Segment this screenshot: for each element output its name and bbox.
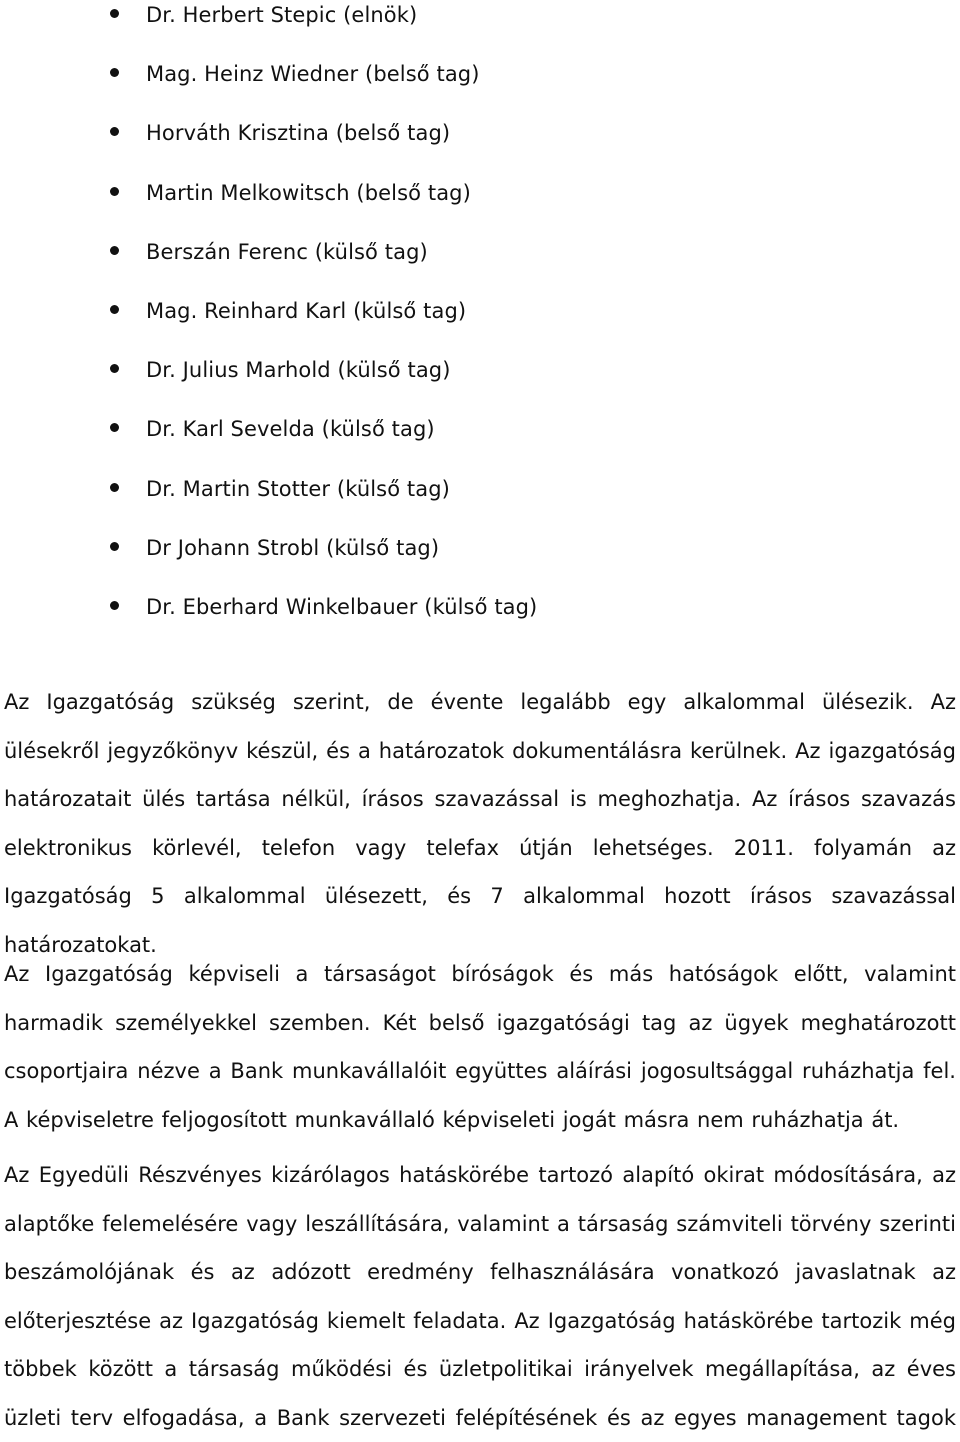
list-item — [0, 474, 960, 533]
bullet-icon — [110, 246, 119, 255]
list-item — [0, 59, 960, 118]
member-name: Dr. Julius Marhold (külső tag) — [146, 358, 451, 383]
list-item — [0, 296, 960, 355]
bullet-icon — [110, 187, 119, 196]
member-name: Berszán Ferenc (külső tag) — [146, 239, 428, 264]
member-name: Dr. Martin Stotter (külső tag) — [146, 476, 450, 501]
list-item — [0, 178, 960, 237]
list-item — [0, 533, 960, 592]
list-item — [0, 355, 960, 414]
bullet-icon — [110, 305, 119, 314]
list-item — [0, 414, 960, 473]
member-name: Dr Johann Strobl (külső tag) — [146, 535, 440, 560]
member-name: Dr. Herbert Stepic (elnök) — [146, 3, 418, 27]
board-member-list — [0, 0, 960, 651]
paragraph-representation: Az Igazgatóság képviseli a társaságot bíróságok és más hatóságok előtt, valamint harmadik személyekkel szemben. Két belső igazgatósági tag az ügyek meghatározott csoportjaira nézve a Bank munkavállalóit együttes aláírási jogosultsággal ruházhatja fel. A képviseletre feljogosított munkavállaló képviseleti jogát másra nem ruházhatja át. — [4, 962, 956, 1132]
member-name: Mag. Heinz Wiedner (belső tag) — [146, 62, 480, 87]
bullet-icon — [110, 9, 119, 18]
member-name: Dr. Karl Sevelda (külső tag) — [146, 417, 435, 442]
paragraph-meetings: Az Igazgatóság szükség szerint, de évente legalább egy alkalommal ülésezik. Az ülésekről jegyzőkönyv készül, és a határozatok dokumentálásra kerülnek. Az igazgatóság határozatait ülés tartása nélkül, írásos szavazással is meghozhatja. Az írásos szavazás elektronikus körlevél, telefon vagy telefax útján lehetséges. 2011. folyamán az Igazgatóság 5 alkalommal ülésezett, és 7 alkalommal hozott írásos szavazással határozatokat. — [4, 690, 956, 957]
member-name: Mag. Reinhard Karl (külső tag) — [146, 298, 467, 323]
member-name: Dr. Eberhard Winkelbauer (külső tag) — [146, 594, 538, 619]
list-item — [0, 592, 960, 651]
list-item — [0, 237, 960, 296]
bullet-icon — [110, 483, 119, 492]
bullet-icon — [110, 601, 119, 610]
list-item — [0, 0, 960, 59]
bullet-icon — [110, 364, 119, 373]
member-name: Horváth Krisztina (belső tag) — [146, 121, 451, 146]
bullet-icon — [110, 423, 119, 432]
member-name: Martin Melkowitsch (belső tag) — [146, 180, 471, 205]
bullet-icon — [110, 542, 119, 551]
bullet-icon — [110, 127, 119, 136]
bullet-icon — [110, 68, 119, 77]
list-item — [0, 118, 960, 177]
paragraph-responsibilities: Az Egyedüli Részvényes kizárólagos hatáskörébe tartozó alapító okirat módosítására, az alaptőke felemelésére vagy leszállítására, valamint a társaság számviteli törvény szerinti beszámolójának és az adózott eredmény felhasználására vonatkozó javaslatnak az előterjesztése az Igazgatóság kiemelt feladata. Az Igazgatóság hatáskörébe tartozik még többek között a társaság működési és üzletpolitikai irányelvek megállapítása, az éves üzleti terv elfogadása, a Bank szervezeti felépítésének és az egyes management tagok — [4, 1163, 956, 1430]
